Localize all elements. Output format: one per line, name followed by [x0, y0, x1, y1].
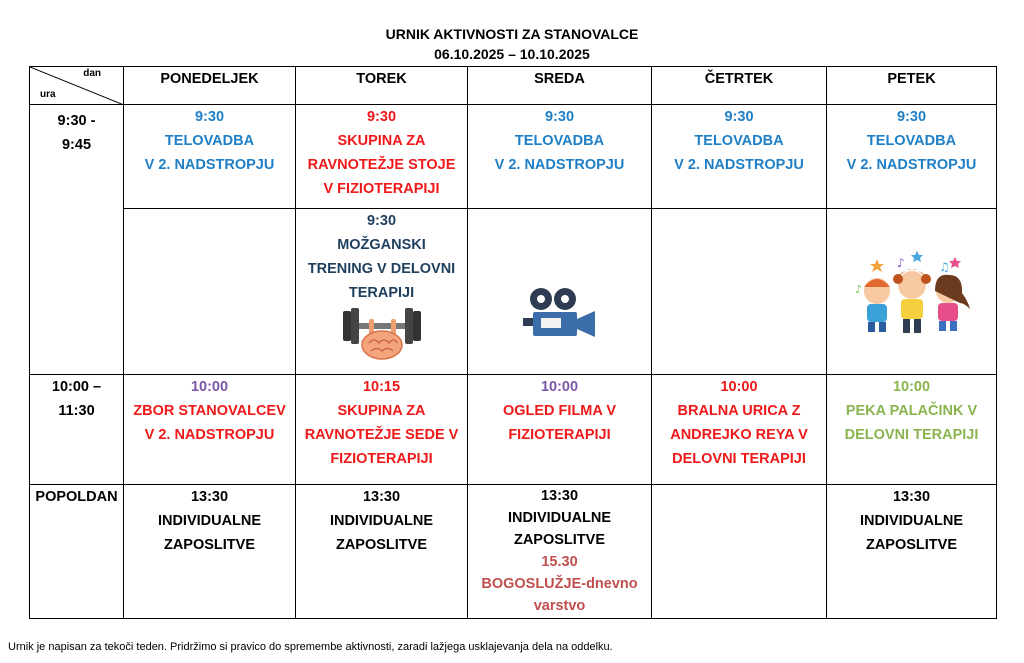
activity-time: 13:30 — [540, 488, 579, 504]
activity-time: 15.30 — [541, 554, 578, 570]
activity-line: DELOVNI TERAPIJI — [844, 427, 979, 443]
activity-time: 13:30 — [892, 489, 931, 505]
svg-text:♫: ♫ — [938, 260, 950, 274]
day-header-mon: PONEDELJEK — [124, 67, 296, 105]
activity-line: MOŽGANSKI — [337, 237, 426, 253]
cell-thu-0930 — [652, 105, 827, 209]
activity-line: V 2. NADSTROPJU — [494, 157, 625, 173]
activity-line: RAVNOTEŽJE SEDE V — [304, 427, 459, 443]
cell-fri-1000 — [827, 375, 997, 485]
cell-tue-extra — [296, 209, 468, 375]
activity-line: ZAPOSLITVE — [865, 537, 958, 553]
schedule-table — [29, 66, 997, 619]
row-0930-extra — [30, 209, 997, 375]
cell-fri-popoldan — [827, 485, 997, 619]
activity-time: 13:30 — [190, 489, 229, 505]
cell-thu-extra — [652, 209, 827, 375]
cell-wed-0930 — [468, 105, 652, 209]
activity-line: TELOVADBA — [164, 133, 255, 149]
activity-line: BOGOSLUŽJE-dnevno — [481, 576, 638, 592]
dumbbell-brain-icon — [296, 305, 467, 361]
singing-kids-icon — [827, 209, 996, 337]
time-cell-popoldan: POPOLDAN — [30, 485, 124, 619]
activity-line: INDIVIDUALNE — [157, 513, 262, 529]
activity-line: V 2. NADSTROPJU — [144, 427, 275, 443]
activity-line: V FIZIOTERAPIJI — [323, 181, 440, 197]
activity-time: 10:00 — [190, 379, 229, 395]
activity-line: V 2. NADSTROPJU — [144, 157, 275, 173]
activity-line: ZAPOSLITVE — [513, 532, 606, 548]
time-0930-line2: 9:45 — [61, 137, 92, 153]
activity-line: V 2. NADSTROPJU — [846, 157, 977, 173]
cell-mon-popoldan — [124, 485, 296, 619]
footer-note: Urnik je napisan za tekoči teden. Pridržimo si pravico do spremembe aktivnosti, zaradi lažjega usklajevanja dela na oddelku. — [8, 641, 613, 653]
row-1000 — [30, 375, 997, 485]
corner-ura-label: ura — [40, 89, 56, 100]
activity-line: SKUPINA ZA — [337, 133, 426, 149]
activity-line: DELOVNI TERAPIJI — [672, 451, 806, 467]
corner-dan-label: dan — [83, 68, 101, 79]
cell-tue-0930 — [296, 105, 468, 209]
activity-line: INDIVIDUALNE — [859, 513, 964, 529]
film-camera-icon — [468, 209, 651, 341]
activity-time: 10:15 — [362, 379, 401, 395]
cell-wed-extra — [468, 209, 652, 375]
header-row — [30, 67, 997, 105]
activity-line: PEKA PALAČINK V — [845, 403, 978, 419]
svg-text:♪: ♪ — [854, 283, 862, 296]
activity-time: 13:30 — [362, 489, 401, 505]
activity-line: BRALNA URICA Z — [677, 403, 801, 419]
cell-thu-1000 — [652, 375, 827, 485]
cell-wed-1000 — [468, 375, 652, 485]
activity-time: 10:00 — [720, 379, 758, 395]
activity-line: RAVNOTEŽJE STOJE — [307, 157, 456, 173]
schedule-date-range: 06.10.2025 – 10.10.2025 — [434, 46, 590, 62]
activity-line: FIZIOTERAPIJI — [508, 427, 611, 443]
activity-time: 9:30 — [366, 213, 397, 229]
activity-line: TELOVADBA — [866, 133, 957, 149]
activity-time: 9:30 — [724, 109, 754, 125]
row-0930 — [30, 105, 997, 209]
cell-fri-extra — [827, 209, 997, 375]
time-1000-line2: 11:30 — [58, 403, 95, 419]
activity-line: ANDREJKO REYA V — [670, 427, 808, 443]
time-0930-line1: 9:30 - — [57, 113, 96, 129]
cell-fri-0930 — [827, 105, 997, 209]
day-header-thu: ČETRTEK — [652, 67, 827, 105]
activity-line: TERAPIJI — [348, 285, 415, 301]
activity-line: FIZIOTERAPIJI — [330, 451, 433, 467]
schedule-title: URNIK AKTIVNOSTI ZA STANOVALCE — [385, 26, 639, 42]
cell-mon-extra — [124, 209, 296, 375]
activity-line: ZBOR STANOVALCEV — [133, 403, 286, 419]
day-header-tue: TOREK — [296, 67, 468, 105]
cell-mon-0930 — [124, 105, 296, 209]
activity-line: OGLED FILMA V — [502, 403, 617, 419]
activity-line: SKUPINA ZA — [337, 403, 426, 419]
activity-line: TRENING V DELOVNI — [307, 261, 456, 277]
activity-line: V 2. NADSTROPJU — [674, 157, 804, 173]
activity-line: ZAPOSLITVE — [163, 537, 256, 553]
cell-tue-popoldan — [296, 485, 468, 619]
activity-time: 9:30 — [896, 109, 927, 125]
activity-line: INDIVIDUALNE — [329, 513, 434, 529]
activity-line: INDIVIDUALNE — [507, 510, 612, 526]
activity-line: TELOVADBA — [694, 133, 784, 149]
activity-line: varstvo — [533, 598, 586, 614]
activity-time: 9:30 — [544, 109, 575, 125]
activity-line: TELOVADBA — [514, 133, 605, 149]
day-header-wed: SREDA — [468, 67, 652, 105]
time-1000-line1: 10:00 – — [51, 379, 102, 395]
time-cell-1000 — [30, 375, 124, 485]
activity-time: 10:00 — [892, 379, 931, 395]
cell-mon-1000 — [124, 375, 296, 485]
activity-time: 9:30 — [366, 109, 397, 125]
row-popoldan — [30, 485, 997, 619]
time-cell-0930 — [30, 105, 124, 375]
activity-time: 9:30 — [194, 109, 225, 125]
cell-tue-1000 — [296, 375, 468, 485]
day-header-fri: PETEK — [827, 67, 997, 105]
svg-text:♪: ♪ — [896, 256, 905, 270]
cell-wed-popoldan — [468, 485, 652, 619]
cell-thu-popoldan — [652, 485, 827, 619]
corner-cell — [30, 67, 124, 105]
activity-time: 10:00 — [540, 379, 579, 395]
activity-line: ZAPOSLITVE — [335, 537, 428, 553]
